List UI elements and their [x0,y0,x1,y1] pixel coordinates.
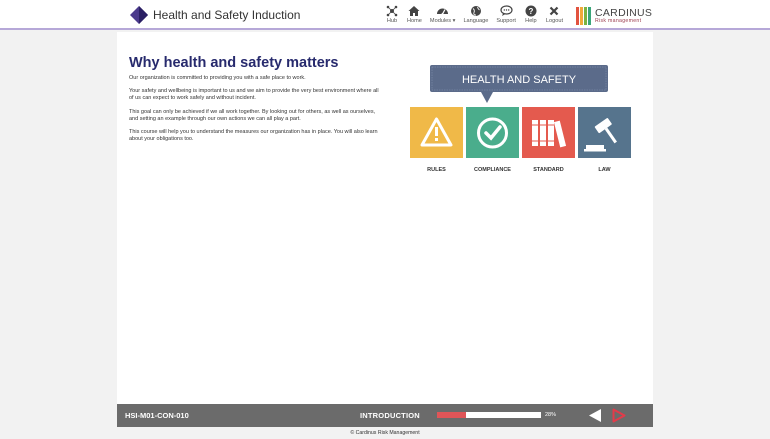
brand-name: CARDINUS [595,7,653,19]
nav-help-label: Help [525,18,537,24]
nav-support-label: Support [496,18,516,24]
paragraph-1: Our organization is committed to providing you with a safe place to work. [129,75,306,81]
page-title: Why health and safety matters [129,55,339,71]
cardinus-logo [576,6,652,26]
home-icon [407,4,421,17]
tile-compliance [466,107,519,173]
app-logo-icon [130,6,148,24]
brand-sub: Risk management [595,18,642,24]
tile-standard [522,107,575,173]
nav-language[interactable] [463,4,488,28]
app-title: Health and Safety Induction [153,8,301,22]
banner [430,65,608,103]
progress-fill [437,412,466,418]
next-button[interactable] [612,408,626,423]
nav-logout[interactable] [546,4,563,28]
tile-label-law: LAW [598,167,611,173]
header-bar [0,0,770,30]
nav-modules[interactable] [430,4,456,28]
nav-hub[interactable] [385,4,399,28]
section-title: INTRODUCTION [360,411,420,420]
paragraph-2: Your safety and wellbeing is important to us and we aim to provide the very best environment where all of us can expect to work safely and without incident. [129,88,379,102]
paragraph-3: This goal can only be achieved if we all work together. By looking out for others, as well as ourselves, and setting an example through our own actions we can all play a part. [129,109,376,123]
brand-bars-icon [576,7,592,25]
tile-law [578,107,631,173]
nav-help[interactable] [524,4,538,28]
progress-bar [437,412,541,418]
close-icon [547,4,561,17]
paragraph-4: This course will help you to understand the measures our organization has in place. You will also learn about your obligations too. [129,129,378,143]
nav-language-label: Language [463,18,489,24]
banner-text: HEALTH AND SAFETY [461,74,577,86]
hub-icon [385,4,399,17]
nav-home[interactable] [407,4,422,28]
nav-hub-label: Hub [386,18,398,24]
tile-rules [410,107,463,173]
page-code: HSI-M01-CON-010 [125,411,189,420]
copyright: © Cardinus Risk Management [350,430,420,436]
progress-percent: 28% [545,412,557,418]
nav-modules-label: Modules ▾ [429,18,456,24]
footer-bar [117,404,653,427]
top-nav [381,4,567,28]
health-safety-illustration [409,63,635,211]
previous-button[interactable] [588,408,602,423]
tile-label-rules: RULES [427,167,446,173]
chat-icon [499,4,513,17]
globe-icon [469,4,483,17]
tile-label-standard: STANDARD [533,167,564,173]
svg-text:?: ? [528,6,534,16]
arrow-left-icon [588,408,602,423]
content-panel [117,32,653,404]
arrow-right-icon [612,408,626,423]
modules-icon [436,4,450,17]
tile-label-compliance: COMPLIANCE [474,167,511,173]
help-icon [524,4,538,17]
nav-home-label: Home [407,18,422,24]
nav-logout-label: Logout [545,18,564,24]
nav-support[interactable] [496,4,516,28]
